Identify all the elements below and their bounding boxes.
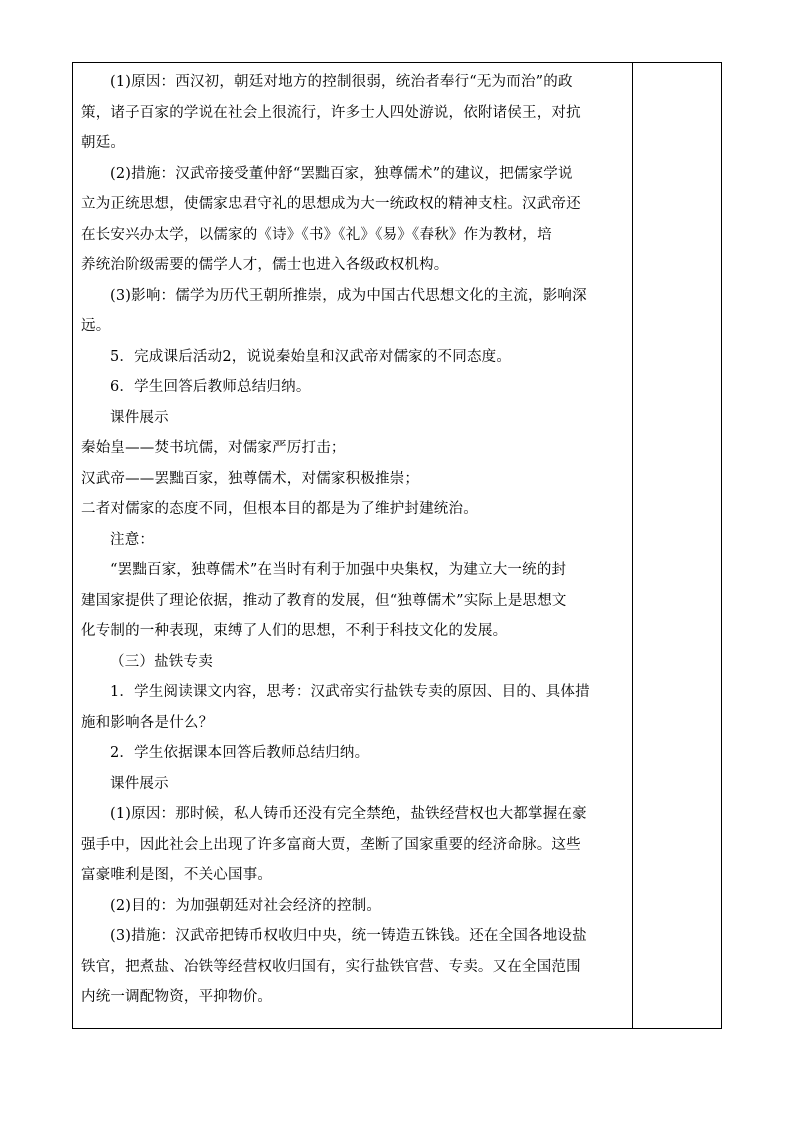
text-line: 远。 bbox=[81, 318, 111, 334]
text-line: 建国家提供了理论依据，推动了教育的发展，但“独尊儒术”实际上是思想文 bbox=[81, 592, 567, 609]
text-line: (2)措施：汉武帝接受董仲舒“罢黜百家，独尊儒术”的建议，把儒家学说 bbox=[110, 165, 573, 182]
text-line: (3)措施：汉武帝把铸币权收归中央，统一铸造五铢钱。还在全国各地设盐 bbox=[110, 928, 587, 944]
text-line: (3)影响：儒学为历代王朝所推崇，成为中国古代思想文化的主流，影响深 bbox=[110, 287, 587, 304]
text-line: 朝廷。 bbox=[81, 135, 126, 151]
text-line: 策，诸子百家的学说在社会上很流行，许多士人四处游说，依附诸侯王，对抗 bbox=[81, 104, 581, 121]
text-line: 6．学生回答后教师总结归纳。 bbox=[110, 379, 311, 395]
text-line: 铁官，把煮盐、冶铁等经营权收归国有，实行盐铁官营、专卖。又在全国范围 bbox=[81, 958, 581, 975]
lesson-table bbox=[72, 62, 722, 1029]
text-line: (2)目的：为加强朝廷对社会经济的控制。 bbox=[110, 897, 382, 914]
text-line: 二者对儒家的态度不同，但根本目的都是为了维护封建统治。 bbox=[81, 501, 478, 517]
text-line: 施和影响各是什么？ bbox=[81, 714, 214, 731]
notes-cell bbox=[633, 63, 721, 1028]
text-line: (1)原因：那时候，私人铸币还没有完全禁绝，盐铁经营权也大都掌握在豪 bbox=[110, 806, 587, 822]
text-line: 强手中，因此社会上出现了许多富商大贾，垄断了国家重要的经济命脉。这些 bbox=[81, 836, 581, 853]
text-line: 1．学生阅读课文内容，思考：汉武帝实行盐铁专卖的原因、目的、具体措 bbox=[110, 684, 590, 700]
text-line: 内统一调配物资，平抑物价。 bbox=[81, 989, 273, 1005]
text-line: 课件展示 bbox=[110, 409, 169, 426]
text-line: 化专制的一种表现，束缚了人们的思想，不利于科技文化的发展。 bbox=[81, 623, 508, 639]
text-line: 课件展示 bbox=[110, 775, 169, 792]
text-line: 在长安兴办太学，以儒家的《诗》《书》《礼》《易》《春秋》作为教材，培 bbox=[81, 226, 552, 243]
text-line: “罢黜百家，独尊儒术”在当时有利于加强中央集权，为建立大一统的封 bbox=[110, 562, 567, 578]
text-line: 5．完成课后活动2，说说秦始皇和汉武帝对儒家的不同态度。 bbox=[110, 348, 512, 365]
text-line: 富豪唯利是图，不关心国事。 bbox=[81, 867, 273, 883]
text-line: 养统治阶级需要的儒学人才，儒士也进入各级政权机构。 bbox=[81, 257, 449, 273]
text-line: 立为正统思想，使儒家忠君守礼的思想成为大一统政权的精神支柱。汉武帝还 bbox=[81, 196, 581, 212]
text-line: 汉武帝——罢黜百家，独尊儒术，对儒家积极推崇； bbox=[81, 470, 420, 487]
text-line: 注意： bbox=[110, 531, 155, 548]
text-line: （三）盐铁专卖 bbox=[110, 653, 213, 670]
text-line: (1)原因：西汉初，朝廷对地方的控制很弱，统治者奉行“无为而治”的政 bbox=[110, 74, 573, 90]
content-cell bbox=[73, 63, 633, 1028]
text-line: 秦始皇——焚书坑儒，对儒家严厉打击； bbox=[81, 440, 346, 456]
text-line: 2．学生依据课本回答后教师总结归纳。 bbox=[110, 745, 370, 761]
